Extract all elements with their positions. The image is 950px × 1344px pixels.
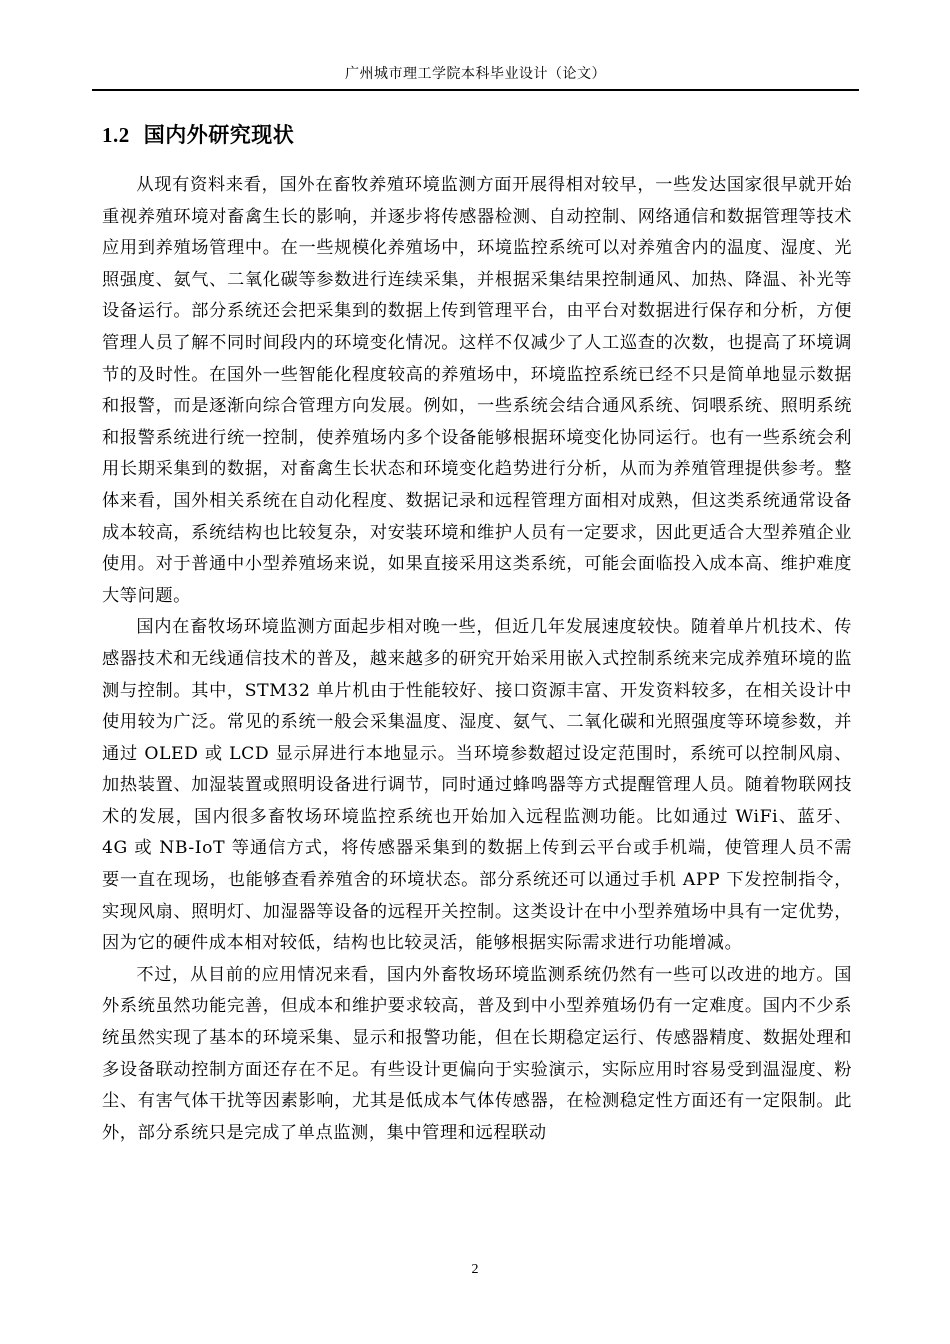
section-title: 国内外研究现状 (143, 122, 295, 147)
paragraph-shortcomings: 不过，从目前的应用情况来看，国内外畜牧场环境监测系统仍然有一些可以改进的地方。国外系统虽然功能完善，但成本和维护要求较高，普及到中小型养殖场仍有一定难度。国内不少系统虽然实现了基本的环境采集、显示和报警功能，但在长期稳定运行、传感器精度、数据处理和多设备联动控制方面还存在不足。有些设计更偏向于实验演示，实际应用时容易受到温湿度、粉尘、有害气体干扰等因素影响，尤其是低成本气体传感器，在检测稳定性方面还有一定限制。此外，部分系统只是完成了单点监测，集中管理和远程联动 (102, 964, 852, 1143)
paragraph-domestic-research: 国内在畜牧场环境监测方面起步相对晚一些，但近几年发展速度较快。随着单片机技术、传感器技术和无线通信技术的普及，越来越多的研究开始采用嵌入式控制系统来完成养殖环境的监测与控制。其中，STM32 单片机由于性能较好、接口资源丰富、开发资料较多，在相关设计中使用较为广泛。常见的系统一般会采集温度、湿度、氨气、二氧化碳和光照强度等环境参数，并通过 OLED 或 LCD 显示屏进行本地显示。当环境参数超过设定范围时，系统可以控制风扇、加热装置、加湿装置或照明设备进行调节，同时通过蜂鸣器等方式提醒管理人员。随着物联网技术的发展，国内很多畜牧场环境监控系统也开始加入远程监测功能。比如通过 WiFi、蓝牙、4G 或 NB-IoT 等通信方式，将传感器采集到的数据上传到云平台或手机端，使管理人员不需要一直在现场，也能够查看养殖舍的环境状态。部分系统还可以通过手机 APP 下发控制指令，实现风扇、照明灯、加湿器等设备的远程开关控制。这类设计在中小型养殖场中具有一定优势，因为它的硬件成本相对较低，结构也比较灵活，能够根据实际需求进行功能增减。 (102, 617, 852, 954)
page-number: 2 (471, 1262, 479, 1277)
paragraph-foreign-research: 从现有资料来看，国外在畜牧养殖环境监测方面开展得相对较早，一些发达国家很早就开始重视养殖环境对畜禽生长的影响，并逐步将传感器检测、自动控制、网络通信和数据管理等技术应用到养殖场管理中。在一些规模化养殖场中，环境监控系统可以对养殖舍内的温度、湿度、光照强度、氨气、二氧化碳等参数进行连续采集，并根据采集结果控制通风、加热、降温、补光等设备运行。部分系统还会把采集到的数据上传到管理平台，由平台对数据进行保存和分析，方便管理人员了解不同时间段内的环境变化情况。这样不仅减少了人工巡查的次数，也提高了环境调节的及时性。在国外一些智能化程度较高的养殖场中，环境监控系统已经不只是简单地显示数据和报警，而是逐渐向综合管理方向发展。例如，一些系统会结合通风系统、饲喂系统、照明系统和报警系统进行统一控制，使养殖场内多个设备能够根据环境变化协同运行。也有一些系统会利用长期采集到的数据，对畜禽生长状态和环境变化趋势进行分析，从而为养殖管理提供参考。整体来看，国外相关系统在自动化程度、数据记录和远程管理方面相对成熟，但这类系统通常设备成本较高，系统结构也比较复杂，对安装环境和维护人员有一定要求，因此更适合大型养殖企业使用。对于普通中小型养殖场来说，如果直接采用这类系统，可能会面临投入成本高、维护难度大等问题。 (102, 175, 852, 606)
header-divider (92, 89, 859, 91)
body-text (102, 170, 852, 1149)
section-heading (102, 121, 294, 149)
section-number: 1.2 (102, 123, 130, 147)
running-header: 广州城市理工学院本科毕业设计（论文） (345, 66, 606, 82)
